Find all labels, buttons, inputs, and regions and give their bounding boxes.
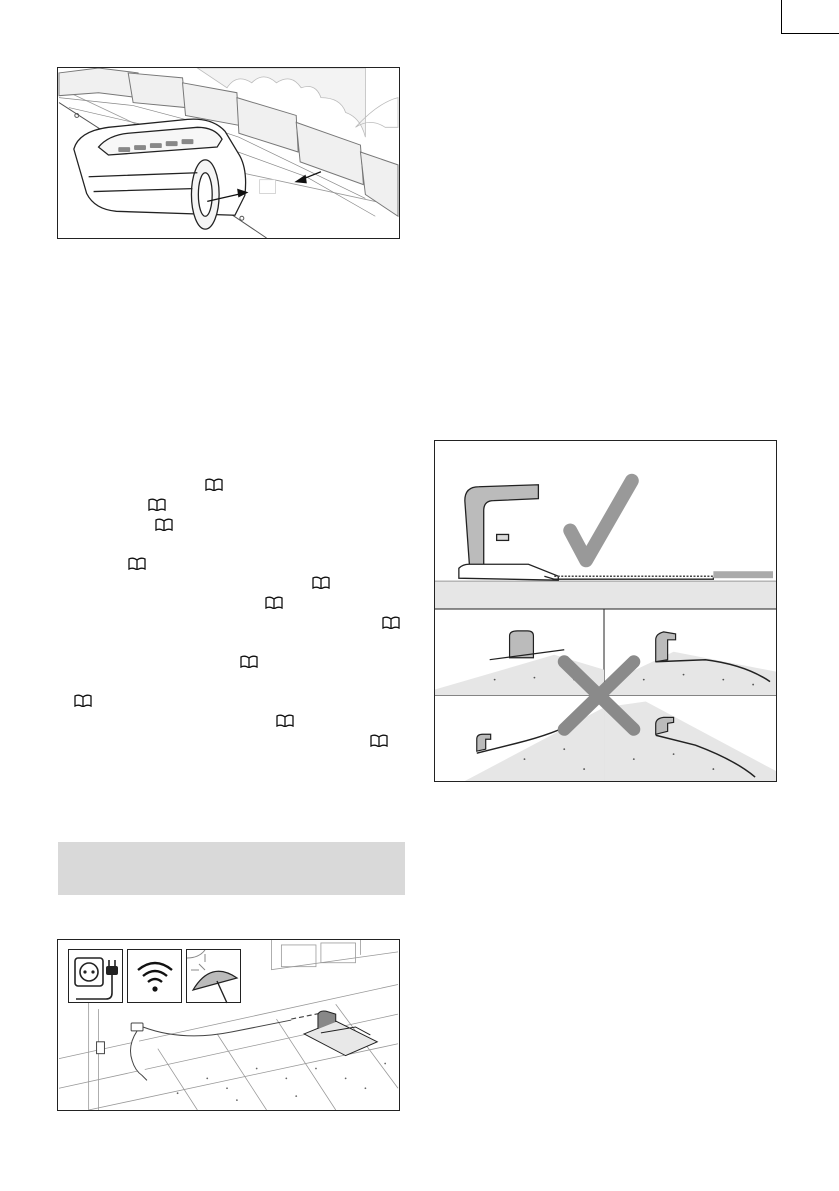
power-socket-icon: [68, 949, 123, 1003]
book-icon: [148, 498, 166, 511]
book-icon: [265, 596, 283, 609]
book-icon: [155, 518, 173, 531]
check-mark: [570, 481, 632, 561]
figure-docking-station-slopes: [434, 440, 777, 782]
slope-illustration: [435, 441, 776, 781]
figure-robot-at-edge: [57, 67, 400, 239]
section-header-band: [58, 842, 405, 895]
book-icon: [128, 557, 146, 570]
book-icon: [240, 655, 258, 668]
book-icon: [276, 714, 294, 727]
figure-installation-location: [57, 939, 400, 1111]
book-icon: [370, 734, 388, 747]
book-icon: [382, 616, 400, 629]
trim-mark-horizontal: [781, 33, 839, 34]
sun-umbrella-icon: [186, 949, 241, 1003]
trim-mark-vertical: [781, 0, 782, 34]
book-icon: [205, 478, 223, 491]
book-icon: [74, 694, 92, 707]
wifi-icon: [127, 949, 182, 1003]
book-icon: [312, 576, 330, 589]
robot-edge-illustration: [58, 68, 399, 238]
